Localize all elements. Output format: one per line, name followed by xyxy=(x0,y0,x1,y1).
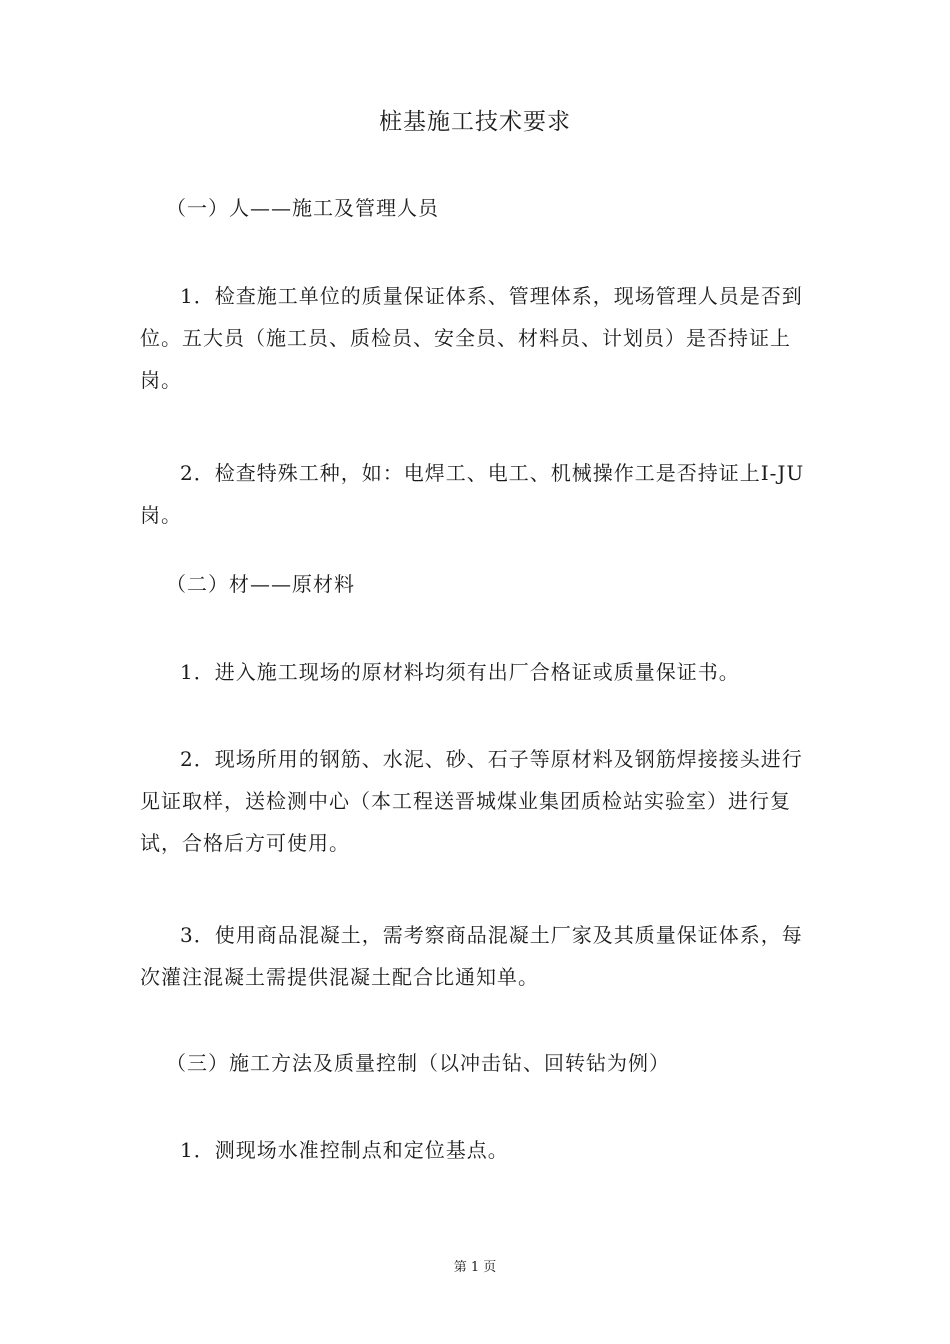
section-heading-people: （一）人——施工及管理人员 xyxy=(166,196,439,220)
paragraph-material-sampling: 2．现场所用的钢筋、水泥、砂、石子等原材料及钢筋焊接接头进行见证取样，送检测中心（本工程送晋城煤业集团质检站实验室）进行复试，合格后方可使用。 xyxy=(140,747,803,855)
paragraph-quality-system: 1．检查施工单位的质量保证体系、管理体系，现场管理人员是否到位。五大员（施工员、质检员、安全员、材料员、计划员）是否持证上岗。 xyxy=(140,284,803,392)
paragraph-special-trades: 2．检查特殊工种，如：电焊工、电工、机械操作工是否持证上I-JU岗。 xyxy=(140,461,805,527)
section-heading-materials: （二）材——原材料 xyxy=(166,572,355,596)
section-heading-construction-method: （三）施工方法及质量控制（以冲击钻、回转钻为例） xyxy=(166,1051,670,1075)
paragraph-survey-control-points: 1．测现场水准控制点和定位基点。 xyxy=(180,1138,509,1162)
document-title: 桩基施工技术要求 xyxy=(379,109,571,135)
paragraph-material-certificates: 1．进入施工现场的原材料均须有出厂合格证或质量保证书。 xyxy=(180,660,740,684)
paragraph-ready-mix-concrete: 3．使用商品混凝土，需考察商品混凝土厂家及其质量保证体系，每次灌注混凝土需提供混凝土配合比通知单。 xyxy=(140,923,803,989)
page-number: 第 1 页 xyxy=(453,1260,497,1275)
